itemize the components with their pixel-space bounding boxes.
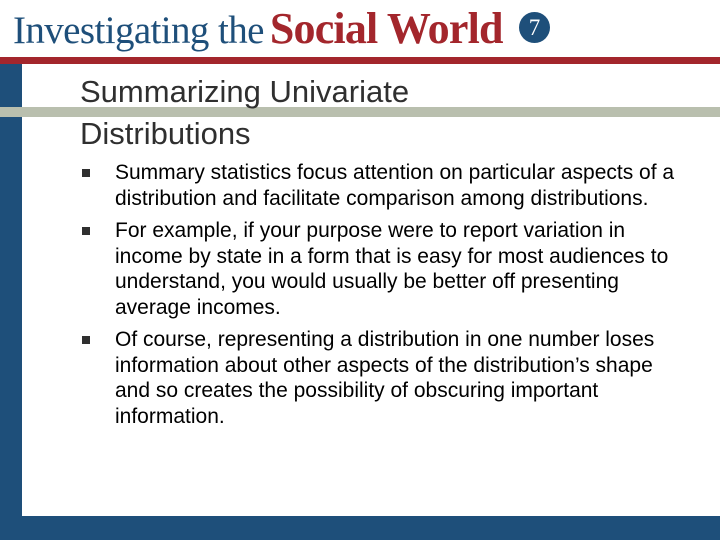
- slide-title: Summarizing Univariate Distributions: [80, 74, 410, 151]
- bullet-text: Of course, representing a distribution in one number loses information about other aspects of the distribution’s shape and so creates the possibility of obscuring important information.: [115, 328, 655, 428]
- square-bullet-icon: [82, 336, 90, 344]
- header-rule: [0, 57, 720, 64]
- slide-header: [0, 0, 720, 57]
- bullet-list: [80, 160, 680, 436]
- bullet-text: Summary statistics focus attention on particular aspects of a distribution and facilitate comparison among distributions.: [115, 161, 675, 210]
- bullet-item: [80, 327, 680, 429]
- bullet-text: For example, if your purpose were to report variation in income by state in a form that is easy for most audiences to understand, you would usually be better off presenting average incomes.: [115, 219, 669, 319]
- edition-badge: 7: [519, 12, 550, 43]
- square-bullet-icon: [82, 169, 90, 177]
- book-title-logo: [13, 4, 503, 53]
- book-title-part2: Social World: [269, 4, 503, 53]
- left-decorative-band: [0, 60, 22, 540]
- bullet-item: [80, 218, 680, 320]
- bottom-decorative-band: [0, 516, 720, 540]
- square-bullet-icon: [82, 227, 90, 235]
- bullet-item: [80, 160, 680, 211]
- book-title-part1: Investigating the: [13, 9, 264, 52]
